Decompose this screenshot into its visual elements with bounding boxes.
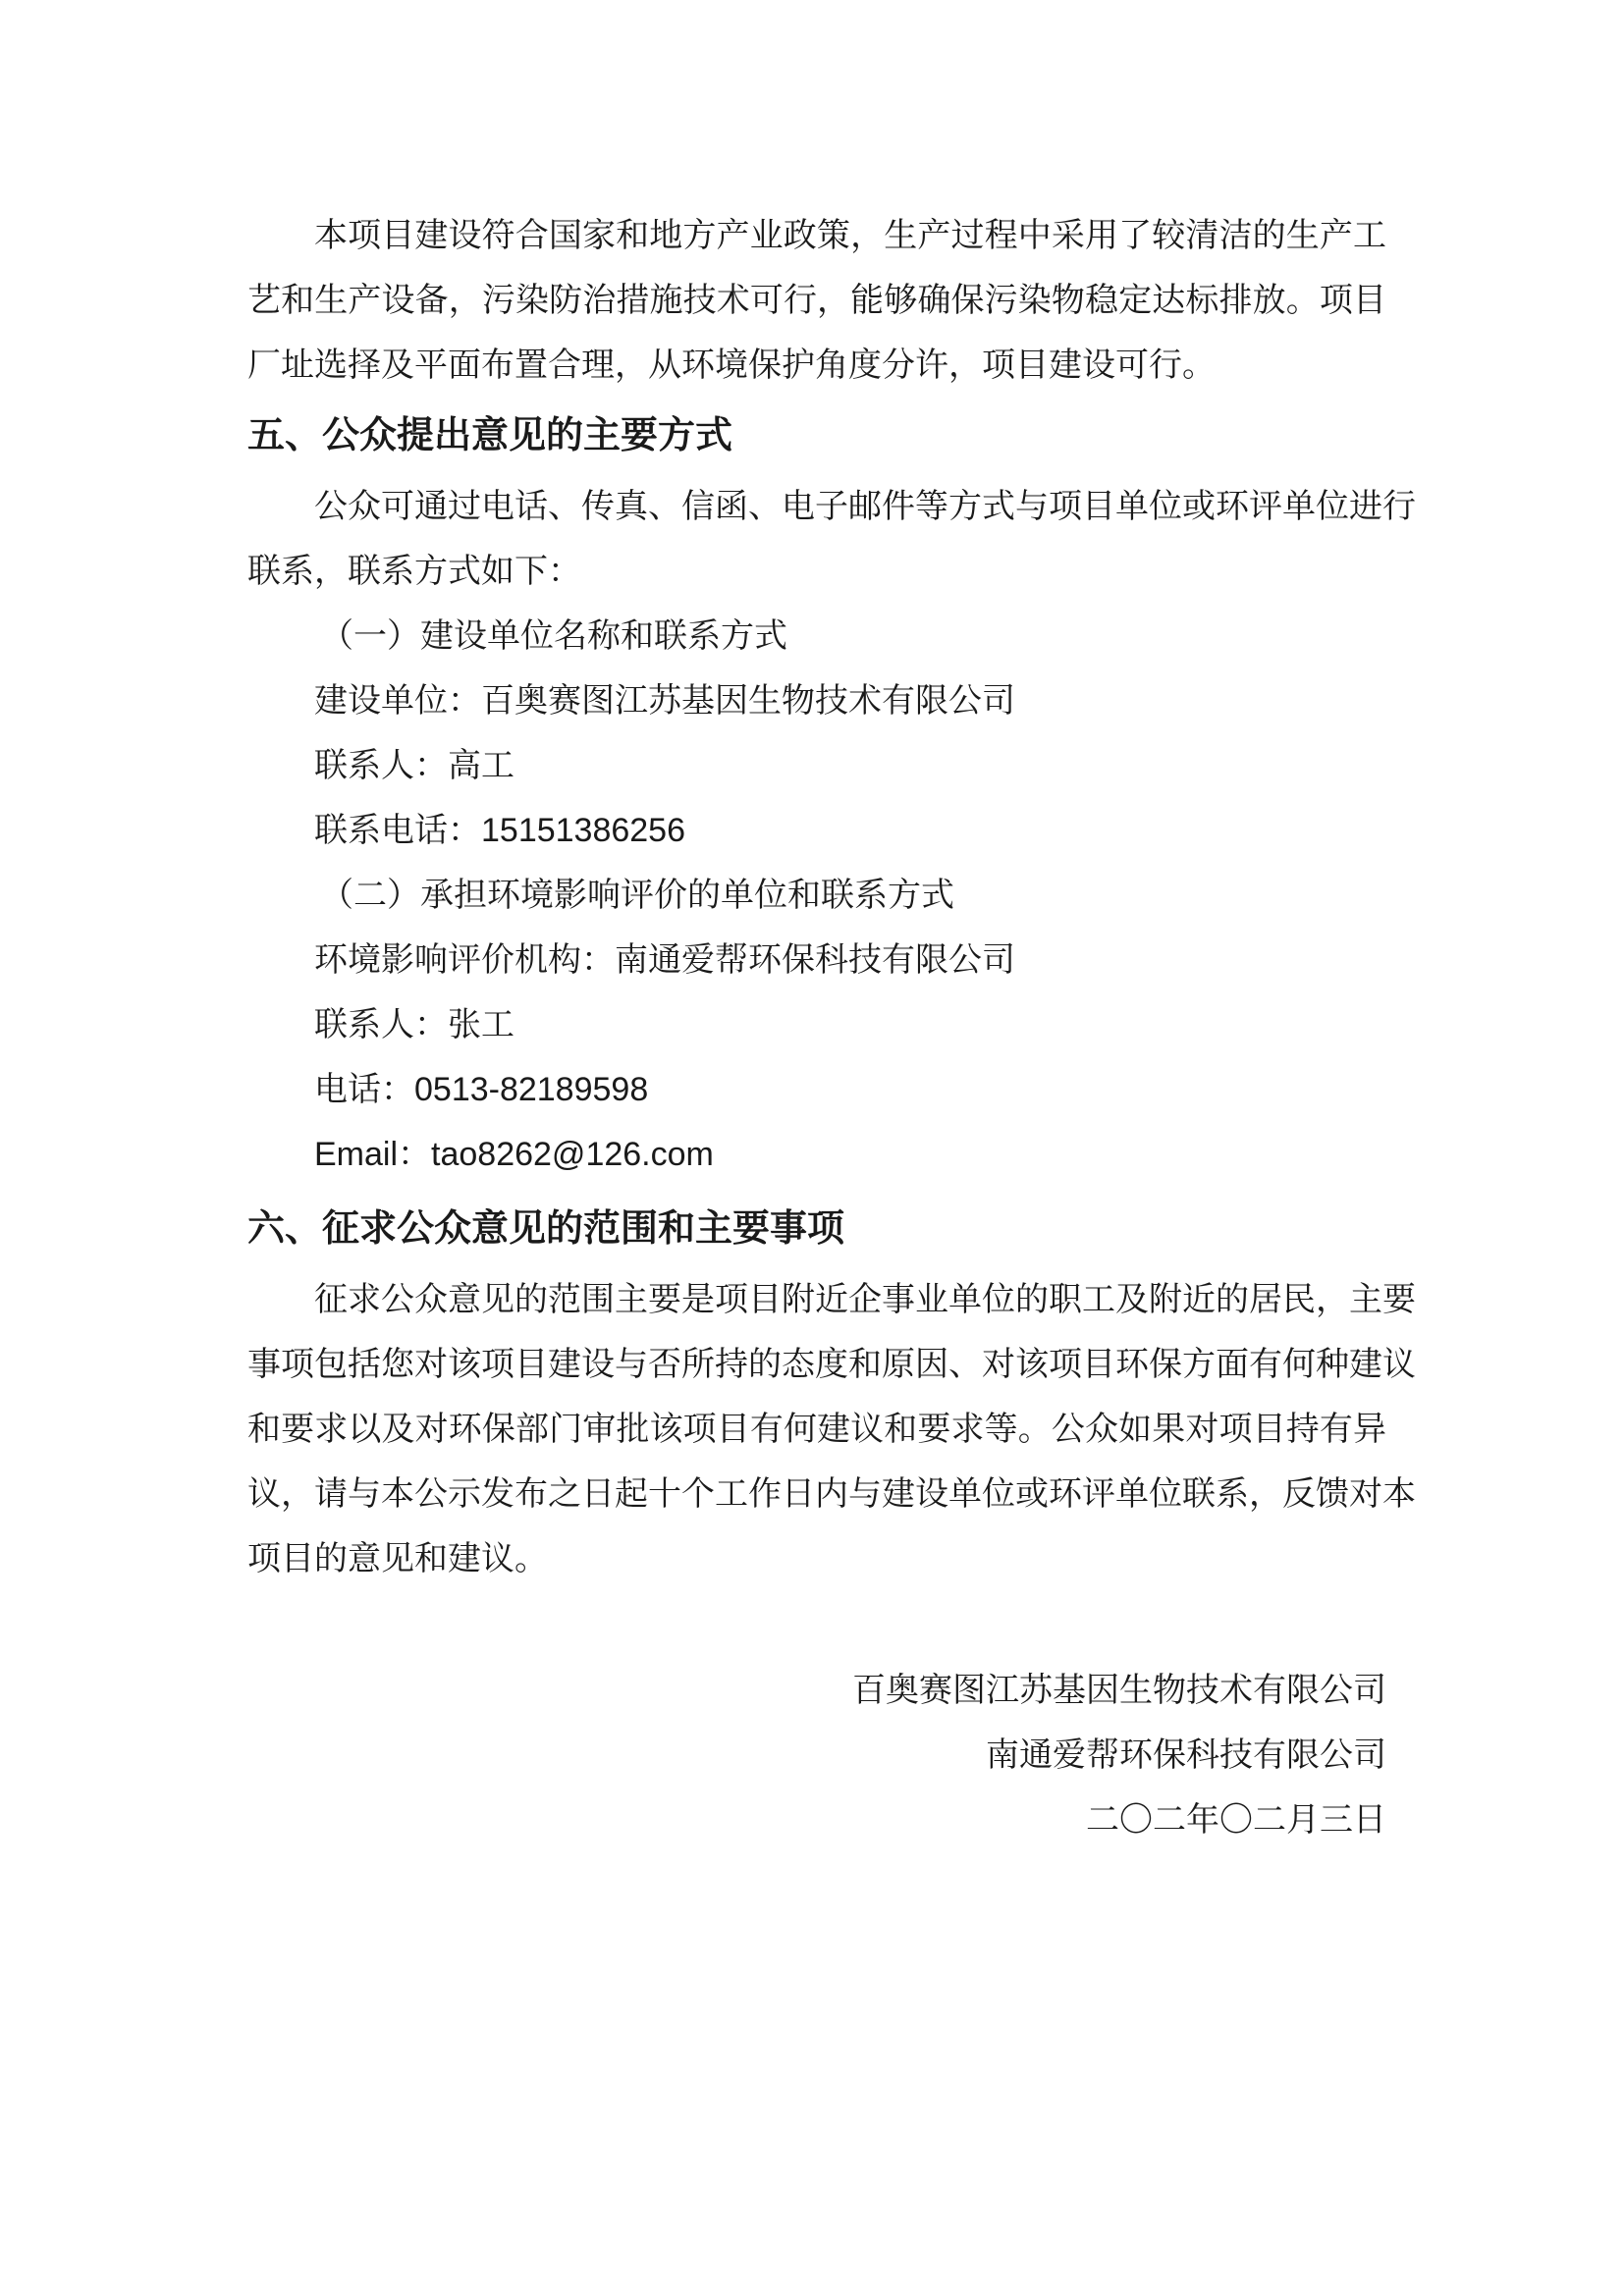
signature-date: 二〇二年〇二月三日	[1086, 1800, 1386, 1840]
assessor-phone: 0513-82189598	[414, 1071, 649, 1108]
section6-line-5: 项目的意见和建议。	[247, 1539, 548, 1578]
assessor-unit: 环境影响评价机构：南通爱帮环保科技有限公司	[314, 940, 1015, 980]
builder-contact: 联系人：高工	[314, 746, 514, 785]
section6-line-1: 征求公众意见的范围主要是项目附近企事业单位的职工及附近的居民，主要	[314, 1280, 1416, 1319]
section6-line-2: 事项包括您对该项目建设与否所持的态度和原因、对该项目环保方面有何种建议	[247, 1345, 1416, 1384]
assessor-phone-row	[314, 1068, 1386, 1111]
section5-heading: 五、公众提出意见的主要方式	[247, 413, 733, 456]
builder-subheading: （一）建设单位名称和联系方式	[320, 616, 787, 656]
section6-line-3: 和要求以及对环保部门审批该项目有何建议和要求等。公众如果对项目持有异	[247, 1410, 1386, 1449]
builder-phone-label: 联系电话：	[314, 811, 481, 850]
assessor-contact: 联系人：张工	[314, 1005, 514, 1044]
conclusion-line-2: 艺和生产设备，污染防治措施技术可行，能够确保污染物稳定达标排放。项目	[247, 281, 1386, 320]
section5-intro-line-1: 公众可通过电话、传真、信函、电子邮件等方式与项目单位或环评单位进行	[314, 487, 1416, 526]
section6-heading: 六、征求公众意见的范围和主要事项	[247, 1206, 845, 1250]
assessor-email-row	[314, 1133, 1386, 1176]
signature-company-2: 南通爱帮环保科技有限公司	[986, 1735, 1386, 1775]
assessor-phone-label: 电话：	[314, 1070, 414, 1109]
conclusion-line-3: 厂址选择及平面布置合理，从环境保护角度分许，项目建设可行。	[247, 346, 1216, 385]
section5-intro-line-2: 联系，联系方式如下：	[247, 552, 581, 591]
builder-unit: 建设单位：百奥赛图江苏基因生物技术有限公司	[314, 681, 1015, 721]
conclusion-line-1: 本项目建设符合国家和地方产业政策，生产过程中采用了较清洁的生产工	[314, 216, 1386, 255]
builder-phone: 15151386256	[481, 812, 686, 849]
assessor-subheading: （二）承担环境影响评价的单位和联系方式	[320, 876, 954, 915]
section6-line-4: 议，请与本公示发布之日起十个工作日内与建设单位或环评单位联系，反馈对本	[247, 1474, 1416, 1514]
signature-company-1: 百奥赛图江苏基因生物技术有限公司	[852, 1671, 1386, 1710]
builder-phone-row	[314, 809, 1386, 852]
assessor-email: tao8262@126.com	[431, 1136, 714, 1173]
assessor-email-label: Email：	[314, 1136, 432, 1173]
